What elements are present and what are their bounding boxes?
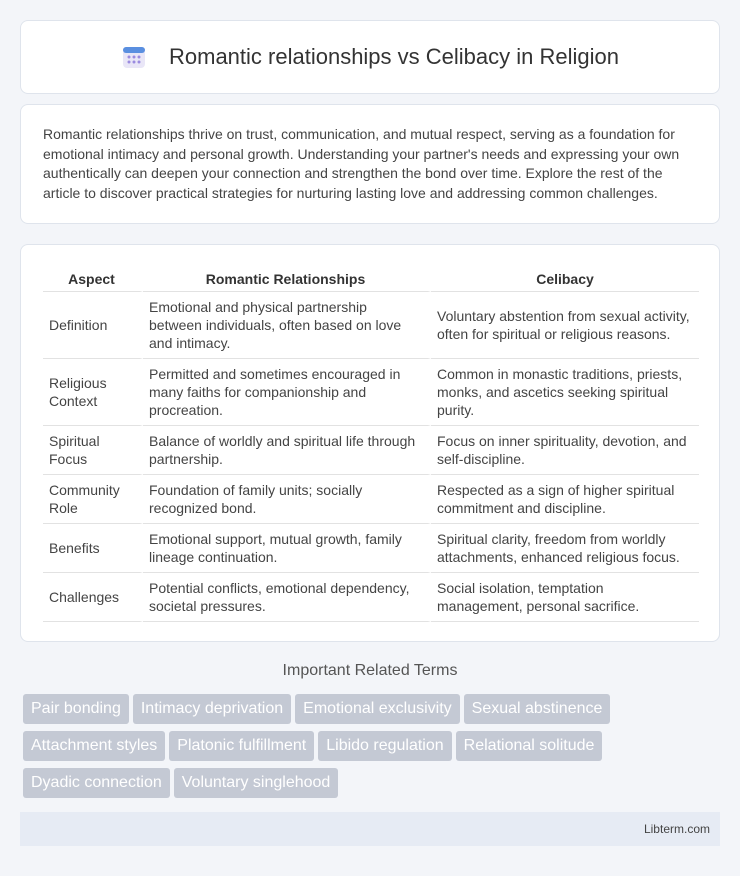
row-celibacy: Social isolation, temptation management, personal sacrifice. xyxy=(431,573,699,622)
related-term-tag[interactable]: Voluntary singlehood xyxy=(174,768,339,798)
row-celibacy: Respected as a sign of higher spiritual commitment and discipline. xyxy=(431,475,699,524)
header-celibacy: Celibacy xyxy=(431,267,699,292)
calendar-grid-icon xyxy=(121,44,147,70)
row-celibacy: Common in monastic traditions, priests, monks, and ascetics seeking spiritual purity. xyxy=(431,359,699,426)
row-aspect: Benefits xyxy=(43,524,143,573)
comparison-table-card xyxy=(20,244,720,642)
row-romantic: Potential conflicts, emotional dependency, societal pressures. xyxy=(143,573,431,622)
row-romantic: Permitted and sometimes encouraged in many faiths for companionship and procreation. xyxy=(143,359,431,426)
row-celibacy: Spiritual clarity, freedom from worldly attachments, enhanced religious focus. xyxy=(431,524,699,573)
related-term-tag[interactable]: Emotional exclusivity xyxy=(295,694,460,724)
related-terms-list xyxy=(23,694,723,805)
footer-site-link[interactable]: Libterm.com xyxy=(643,822,710,836)
table-row xyxy=(43,292,699,359)
related-term-tag[interactable]: Intimacy deprivation xyxy=(133,694,291,724)
table-row xyxy=(43,524,699,573)
related-term-tag[interactable]: Sexual abstinence xyxy=(464,694,611,724)
row-romantic: Emotional and physical partnership between individuals, often based on love and intimacy. xyxy=(143,292,431,359)
related-term-tag[interactable]: Attachment styles xyxy=(23,731,165,761)
related-term-tag[interactable]: Dyadic connection xyxy=(23,768,170,798)
header-romantic: Romantic Relationships xyxy=(143,267,431,292)
table-row xyxy=(43,475,699,524)
related-term-tag[interactable]: Libido regulation xyxy=(318,731,451,761)
row-romantic: Emotional support, mutual growth, family lineage continuation. xyxy=(143,524,431,573)
header-card xyxy=(20,20,720,94)
row-celibacy: Voluntary abstention from sexual activity, often for spiritual or religious reasons. xyxy=(431,292,699,359)
row-aspect: Challenges xyxy=(43,573,143,622)
intro-card xyxy=(20,104,720,224)
comparison-table xyxy=(43,267,699,622)
footer xyxy=(20,812,720,846)
page-title: Romantic relationships vs Celibacy in Religion xyxy=(169,44,619,69)
related-term-tag[interactable]: Platonic fulfillment xyxy=(169,731,314,761)
table-row xyxy=(43,426,699,475)
related-terms-title: Important Related Terms xyxy=(282,662,458,679)
row-aspect: Community Role xyxy=(43,475,143,524)
row-aspect: Spiritual Focus xyxy=(43,426,143,475)
related-term-tag[interactable]: Pair bonding xyxy=(23,694,129,724)
row-romantic: Balance of worldly and spiritual life through partnership. xyxy=(143,426,431,475)
row-celibacy: Focus on inner spirituality, devotion, and self-discipline. xyxy=(431,426,699,475)
header-aspect: Aspect xyxy=(43,267,143,292)
row-aspect: Definition xyxy=(43,292,143,359)
row-romantic: Foundation of family units; socially recognized bond. xyxy=(143,475,431,524)
table-row xyxy=(43,573,699,622)
intro-text: Romantic relationships thrive on trust, communication, and mutual respect, serving as a foundation for emotional intimacy and personal growth. Understanding your partner's needs and expressing your own authentically can deepen your connection and strengthen the bond over time. Explore the rest of the article to discover practical strategies for nurturing lasting love and addressing common challenges. xyxy=(43,126,680,201)
table-row xyxy=(43,359,699,426)
related-term-tag[interactable]: Relational solitude xyxy=(456,731,603,761)
row-aspect: Religious Context xyxy=(43,359,143,426)
